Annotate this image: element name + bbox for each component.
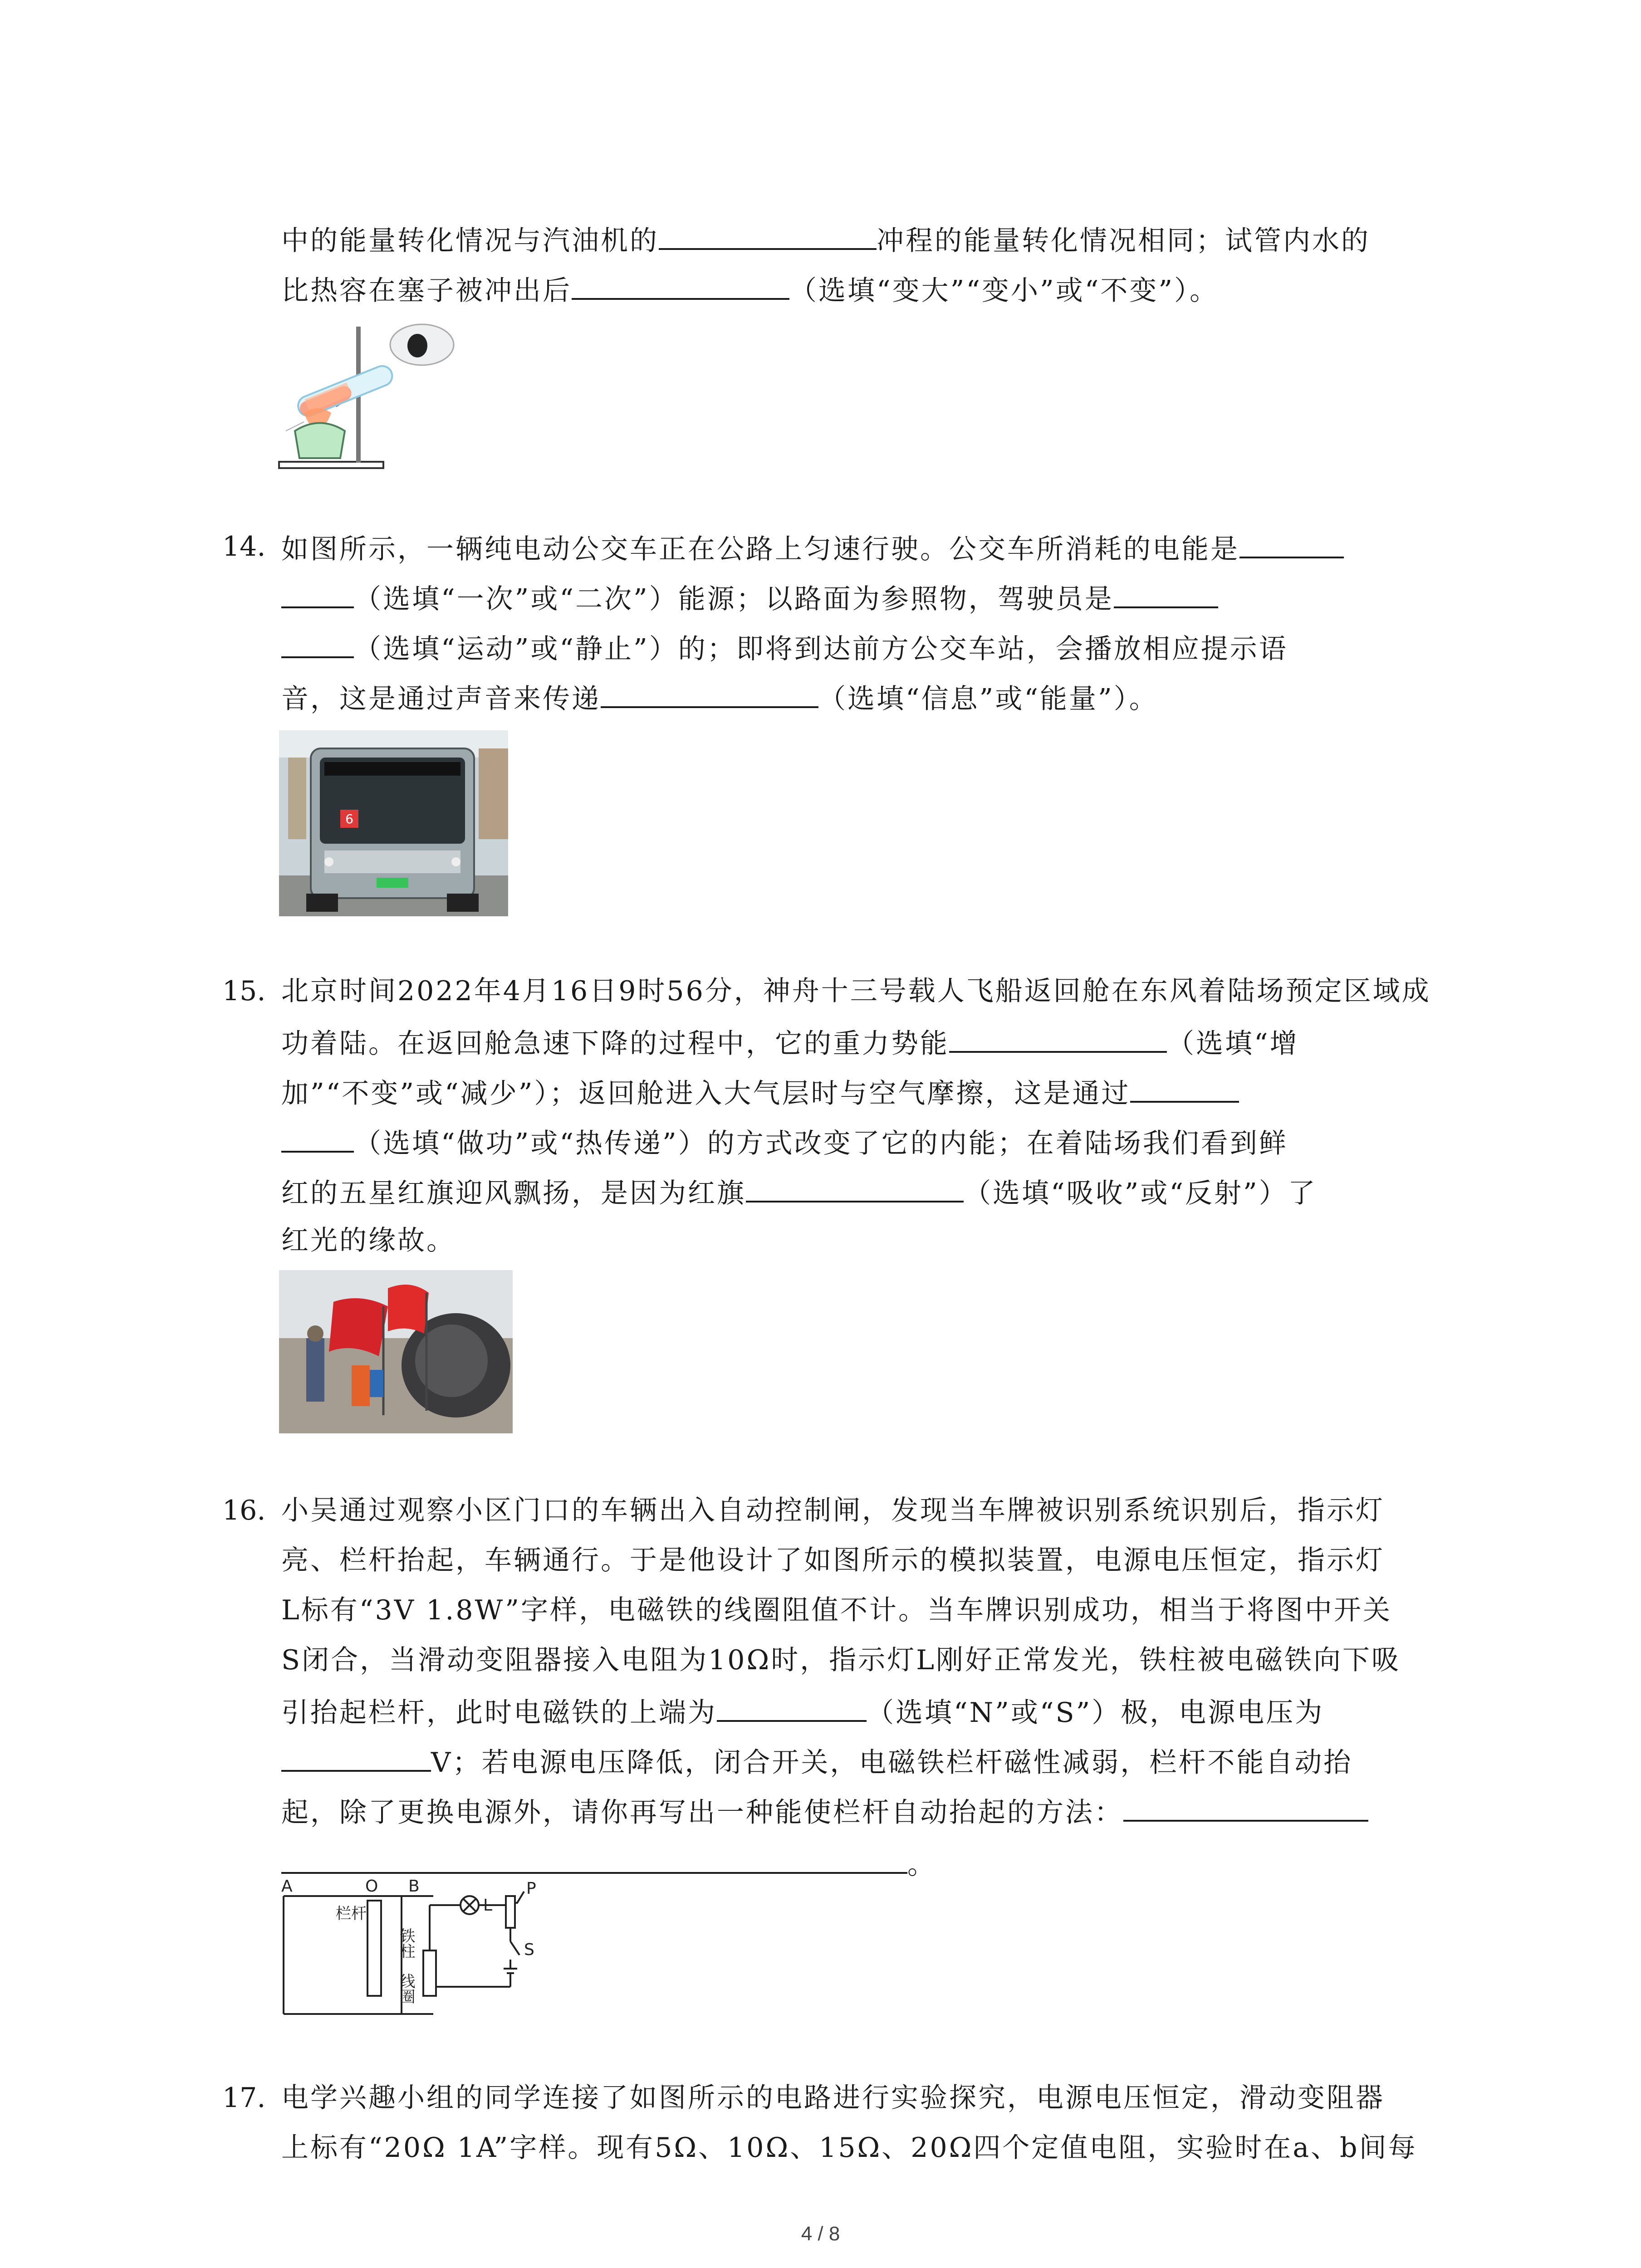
answer-blank[interactable] [1114, 578, 1218, 608]
q16-line-6: V；若电源电压降低，闭合开关，电磁铁栏杆磁性减弱，栏杆不能自动抬 [281, 1742, 1352, 1781]
answer-blank[interactable] [281, 1844, 907, 1874]
q17-number: 17. [222, 2082, 266, 2114]
q14-line-2: （选填“一次”或“二次”）能源；以路面为参照物，驾驶员是 [281, 578, 1218, 617]
q14-line-1: 如图所示，一辆纯电动公交车正在公路上匀速行驶。公交车所消耗的电能是 [281, 528, 1344, 567]
point-a-label: A [281, 1878, 293, 1896]
return-capsule-photo [279, 1270, 513, 1433]
barrier-circuit-diagram [279, 1878, 542, 2023]
answer-blank[interactable] [1239, 528, 1344, 558]
switch-label: S [524, 1941, 534, 1959]
q13-line-2: 比热容在塞子被冲出后 （选填“变大”“变小”或“不变”）。 [281, 270, 1219, 309]
q14-line-3: （选填“运动”或“静止”）的；即将到达前方公交车站，会播放相应提示语 [281, 628, 1288, 667]
q16-line-3: L标有“3V 1.8W”字样，电磁铁的线圈阻值不计。当车牌识别成功，相当于将图中开关 [281, 1594, 1392, 1626]
q16-line-8: 。 [281, 1844, 936, 1883]
q16-line-5: 引抬起栏杆，此时电磁铁的上端为 （选填“N”或“S”）极，电源电压为 [281, 1692, 1324, 1731]
answer-blank[interactable] [281, 578, 354, 608]
q14-number: 14. [222, 531, 266, 562]
point-b-label: B [408, 1878, 420, 1896]
q15-number: 15. [222, 975, 266, 1007]
q15-line-4: （选填“做功”或“热传递”）的方式改变了它的内能；在着陆场我们看到鲜 [281, 1123, 1288, 1162]
test-tube-apparatus-figure [277, 318, 458, 472]
electric-bus-photo [279, 730, 508, 916]
coil-label: 线圈 [397, 1973, 415, 2004]
q15-line-5: 红的五星红旗迎风飘扬，是因为红旗 （选填“吸收”或“反射”）了 [281, 1173, 1317, 1212]
iron-pillar-label: 铁柱 [397, 1928, 415, 1959]
q16-line-4: S闭合，当滑动变阻器接入电阻为10Ω时，指示灯L刚好正常发光，铁柱被电磁铁向下吸 [281, 1644, 1401, 1676]
q15-line-2: 功着陆。在返回舱急速下降的过程中，它的重力势能 （选填“增 [281, 1023, 1299, 1062]
answer-blank[interactable] [281, 1742, 431, 1772]
answer-blank[interactable] [601, 678, 818, 708]
q16-line-7: 起，除了更换电源外，请你再写出一种能使栏杆自动抬起的方法： [281, 1792, 1368, 1831]
q13-line-1: 中的能量转化情况与汽油机的 冲程的能量转化情况相同；试管内水的 [281, 220, 1370, 259]
slider-label: P [526, 1879, 536, 1898]
q15-line-1: 北京时间2022年4月16日9时56分，神舟十三号载人飞船返回舱在东风着陆场预定区域成 [281, 975, 1431, 1007]
q17-line-1: 电学兴趣小组的同学连接了如图所示的电路进行实验探究，电源电压恒定，滑动变阻器 [281, 2082, 1385, 2114]
q16-line-1: 小吴通过观察小区门口的车辆出入自动控制闸，发现当车牌被识别系统识别后，指示灯 [281, 1495, 1385, 1526]
answer-blank[interactable] [281, 628, 354, 658]
rail-label: 栏杆 [336, 1905, 367, 1923]
answer-blank[interactable] [1130, 1073, 1239, 1103]
bus-route-number: 6 [345, 811, 353, 826]
lamp-label: L [483, 1896, 493, 1915]
q16-line-2: 亮、栏杆抬起，车辆通行。于是他设计了如图所示的模拟装置，电源电压恒定，指示灯 [281, 1545, 1385, 1576]
answer-blank[interactable] [659, 220, 877, 250]
q15-line-3: 加”“不变”或“减少”）；返回舱进入大气层时与空气摩擦，这是通过 [281, 1073, 1239, 1112]
answer-blank[interactable] [572, 270, 789, 300]
page-number: 4 / 8 [801, 2223, 840, 2245]
answer-blank[interactable] [746, 1173, 964, 1202]
q17-line-2: 上标有“20Ω 1A”字样。现有5Ω、10Ω、15Ω、20Ω四个定值电阻，实验时在a、b间每 [281, 2132, 1417, 2164]
answer-blank[interactable] [949, 1023, 1167, 1053]
answer-blank[interactable] [281, 1123, 354, 1153]
point-o-label: O [365, 1878, 378, 1896]
answer-blank[interactable] [717, 1692, 867, 1722]
answer-blank[interactable] [1123, 1792, 1368, 1822]
q16-number: 16. [222, 1495, 266, 1526]
q15-line-6: 红光的缘故。 [281, 1225, 456, 1256]
q14-line-4: 音，这是通过声音来传递 （选填“信息”或“能量”）。 [281, 678, 1158, 717]
